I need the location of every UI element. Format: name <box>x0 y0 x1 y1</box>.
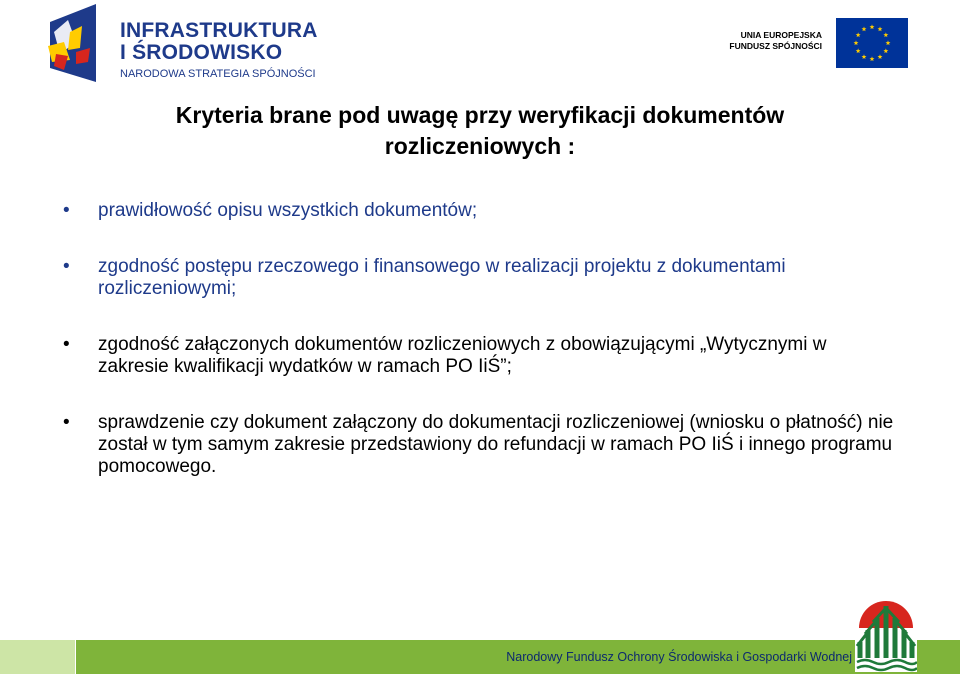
nfosigw-logo-icon <box>855 600 917 672</box>
list-item <box>60 256 900 300</box>
bullet-icon: • <box>63 200 70 221</box>
eu-line2: FUNDUSZ SPÓJNOŚCI <box>729 41 822 51</box>
infrastruktura-logo <box>46 2 316 82</box>
logo-text <box>120 20 318 81</box>
slide-title-line2: rozliczeniowych : <box>384 133 576 159</box>
list-item <box>60 200 900 222</box>
logo-title-line1: INFRASTRUKTURA <box>120 19 318 42</box>
list-item-text: prawidłowość opisu wszystkich dokumentów; <box>98 200 478 221</box>
list-item <box>60 334 900 378</box>
criteria-list <box>60 200 900 512</box>
nss-flag-logo-icon <box>46 2 102 82</box>
list-item-text: sprawdzenie czy dokument załączony do dokumentacji rozliczeniowej (wniosku o płatność) nie został w tym samym zakresie przedstawiony do refundacji w ramach PO IiŚ i innego programu pomocowego. <box>98 412 894 477</box>
slide-title <box>60 100 900 162</box>
bullet-icon: • <box>63 256 70 277</box>
slide-title-line1: Kryteria brane pod uwagę przy weryfikacji dokumentów <box>175 102 785 128</box>
list-item-text: zgodność postępu rzeczowego i finansowego w realizacji projektu z dokumentami rozliczeniowymi; <box>98 256 786 299</box>
eu-logo <box>708 18 908 68</box>
bullet-icon: • <box>63 334 70 355</box>
logo-title-line2: I ŚRODOWISKO <box>120 41 283 64</box>
bullet-icon: • <box>63 412 70 433</box>
list-item <box>60 412 900 478</box>
logo-subtitle: NARODOWA STRATEGIA SPÓJNOŚCI <box>120 68 316 80</box>
footer-text: Narodowy Fundusz Ochrony Środowiska i Gospodarki Wodnej <box>506 650 852 664</box>
footer-bar-left <box>0 640 75 674</box>
eu-line1: UNIA EUROPEJSKA <box>740 30 822 40</box>
eu-flag-icon <box>836 18 908 68</box>
list-item-text: zgodność załączonych dokumentów rozliczeniowych z obowiązującymi „Wytycznymi w zakresie kwalifikacji wydatków w ramach PO IiŚ”; <box>98 334 827 377</box>
eu-text <box>729 30 822 52</box>
